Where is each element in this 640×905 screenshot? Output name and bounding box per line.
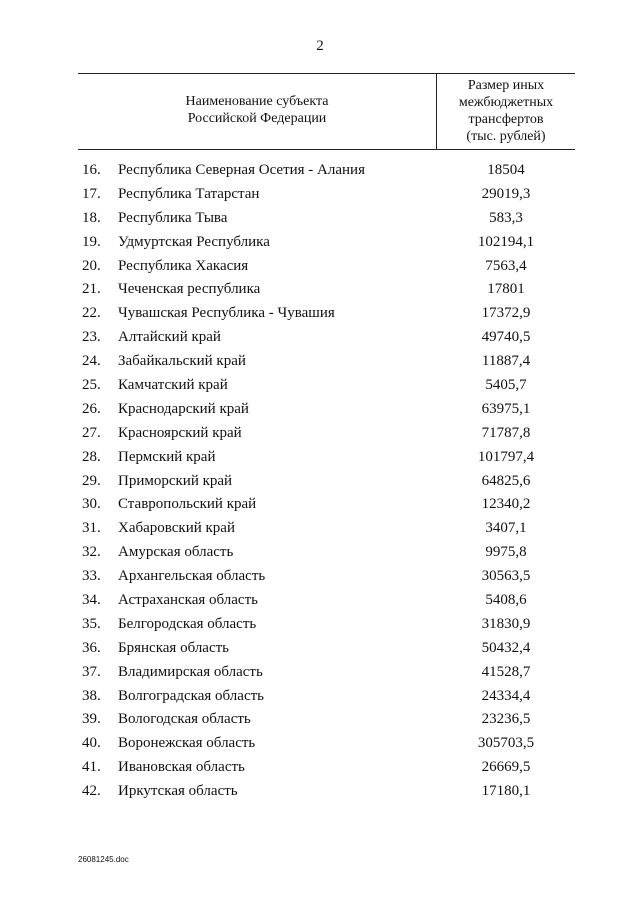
transfer-amount: 18504	[487, 162, 525, 178]
row-number: 40.	[82, 735, 101, 752]
row-number: 39.	[82, 711, 101, 728]
row-number: 31.	[82, 520, 101, 537]
header-subject-name-line1: Наименование субъекта	[185, 94, 329, 109]
table-row	[0, 182, 640, 206]
transfer-amount: 49740,5	[481, 329, 531, 346]
table-row	[0, 636, 640, 660]
table-row	[0, 230, 640, 254]
subject-name: Удмуртская Республика	[118, 233, 270, 250]
subject-name: Красноярский край	[118, 424, 242, 441]
table-row	[0, 492, 640, 516]
subject-name: Республика Тыва	[118, 209, 228, 226]
table-row	[0, 373, 640, 397]
transfer-amount: 41528,7	[481, 663, 531, 680]
transfer-amount: 3407,1	[485, 520, 527, 537]
row-number: 35.	[82, 615, 101, 632]
table-row	[0, 755, 640, 779]
subject-name: Краснодарский край	[118, 400, 249, 417]
header-amount-line3: трансфертов	[468, 112, 544, 127]
footer-filename: 26081245.doc	[78, 855, 129, 864]
subject-name: Алтайский край	[118, 329, 221, 346]
table-row	[0, 469, 640, 493]
table-row	[0, 421, 640, 445]
transfer-amount: 31830,9	[481, 615, 531, 632]
row-number: 41.	[82, 759, 101, 776]
subject-name: Амурская область	[118, 544, 234, 561]
row-number: 20.	[82, 257, 101, 274]
subject-name: Республика Северная Осетия - Алания	[118, 162, 365, 178]
subject-name: Ивановская область	[118, 759, 245, 776]
subject-name: Брянская область	[118, 639, 230, 656]
subject-name: Чеченская республика	[118, 281, 261, 298]
subject-name: Чувашская Республика - Чувашия	[118, 305, 335, 322]
transfer-amount: 5408,6	[485, 592, 527, 609]
subject-name: Астраханская область	[118, 592, 258, 609]
table-row	[0, 158, 640, 182]
header-subject-name-line2: Российской Федерации	[187, 111, 327, 126]
transfer-amount: 17372,9	[481, 305, 531, 322]
header-amount-line1: Размер иных	[467, 78, 545, 93]
header-transfer-amount	[437, 77, 575, 145]
row-number: 24.	[82, 353, 101, 370]
table-row	[0, 684, 640, 708]
subject-name: Хабаровский край	[118, 520, 235, 537]
row-number: 16.	[82, 162, 101, 178]
row-number: 42.	[82, 783, 101, 800]
subject-name: Ставропольский край	[118, 496, 257, 513]
transfer-amount: 102194,1	[477, 233, 535, 250]
page-number: 2	[316, 38, 324, 54]
transfer-amount: 26669,5	[481, 759, 531, 776]
transfer-amount: 9975,8	[485, 544, 527, 561]
row-number: 32.	[82, 544, 101, 561]
transfer-amount: 12340,2	[481, 496, 531, 513]
row-number: 21.	[82, 281, 101, 298]
transfer-amount: 305703,5	[477, 735, 535, 752]
subject-name: Белгородская область	[118, 615, 257, 632]
transfer-amount: 64825,6	[481, 472, 531, 489]
subject-name: Архангельская область	[118, 568, 266, 585]
subject-name: Республика Хакасия	[118, 257, 249, 274]
table-row	[0, 540, 640, 564]
table-row	[0, 301, 640, 325]
transfer-amount: 63975,1	[481, 400, 531, 417]
subject-name: Приморский край	[118, 472, 233, 489]
table-row	[0, 779, 640, 803]
table-row	[0, 445, 640, 469]
header-subject-name	[78, 93, 436, 127]
table-row	[0, 349, 640, 373]
transfer-amount: 29019,3	[481, 185, 531, 202]
transfer-amount: 24334,4	[481, 687, 531, 704]
row-number: 30.	[82, 496, 101, 513]
table-row	[0, 612, 640, 636]
subject-name: Воронежская область	[118, 735, 256, 752]
row-number: 29.	[82, 472, 101, 489]
row-number: 17.	[82, 185, 101, 202]
transfer-amount: 17801	[487, 281, 525, 298]
subject-name: Камчатский край	[118, 377, 228, 394]
table-body	[0, 158, 640, 803]
transfer-amount: 583,3	[489, 209, 523, 226]
subject-name: Вологодская область	[118, 711, 251, 728]
transfer-amount: 11887,4	[481, 353, 531, 370]
table-row	[0, 707, 640, 731]
row-number: 25.	[82, 377, 101, 394]
row-number: 19.	[82, 233, 101, 250]
row-number: 23.	[82, 329, 101, 346]
row-number: 37.	[82, 663, 101, 680]
subject-name: Владимирская область	[118, 663, 263, 680]
subject-name: Иркутская область	[118, 783, 238, 800]
row-number: 38.	[82, 687, 101, 704]
transfer-amount: 7563,4	[485, 257, 527, 274]
transfer-amount: 5405,7	[485, 377, 527, 394]
table-row	[0, 325, 640, 349]
table-row	[0, 397, 640, 421]
transfer-amount: 23236,5	[481, 711, 531, 728]
transfer-amount: 101797,4	[477, 448, 535, 465]
table-row	[0, 564, 640, 588]
row-number: 26.	[82, 400, 101, 417]
table-row	[0, 516, 640, 540]
transfer-amount: 71787,8	[481, 424, 531, 441]
table-row	[0, 660, 640, 684]
transfer-amount: 50432,4	[481, 639, 531, 656]
row-number: 33.	[82, 568, 101, 585]
row-number: 22.	[82, 305, 101, 322]
table-header-rule	[78, 149, 575, 150]
row-number: 28.	[82, 448, 101, 465]
row-number: 18.	[82, 209, 101, 226]
table-row	[0, 254, 640, 278]
subject-name: Забайкальский край	[118, 353, 246, 370]
transfer-amount: 17180,1	[481, 783, 531, 800]
table-row	[0, 206, 640, 230]
row-number: 36.	[82, 639, 101, 656]
row-number: 27.	[82, 424, 101, 441]
subject-name: Республика Татарстан	[118, 185, 260, 202]
table-row	[0, 588, 640, 612]
subject-name: Пермский край	[118, 448, 216, 465]
header-amount-line2: межбюджетных	[458, 95, 554, 110]
transfer-amount: 30563,5	[481, 568, 531, 585]
header-amount-line4: (тыс. рублей)	[466, 129, 546, 144]
table-top-rule	[78, 73, 575, 74]
row-number: 34.	[82, 592, 101, 609]
table-row	[0, 277, 640, 301]
table-row	[0, 731, 640, 755]
subject-name: Волгоградская область	[118, 687, 264, 704]
